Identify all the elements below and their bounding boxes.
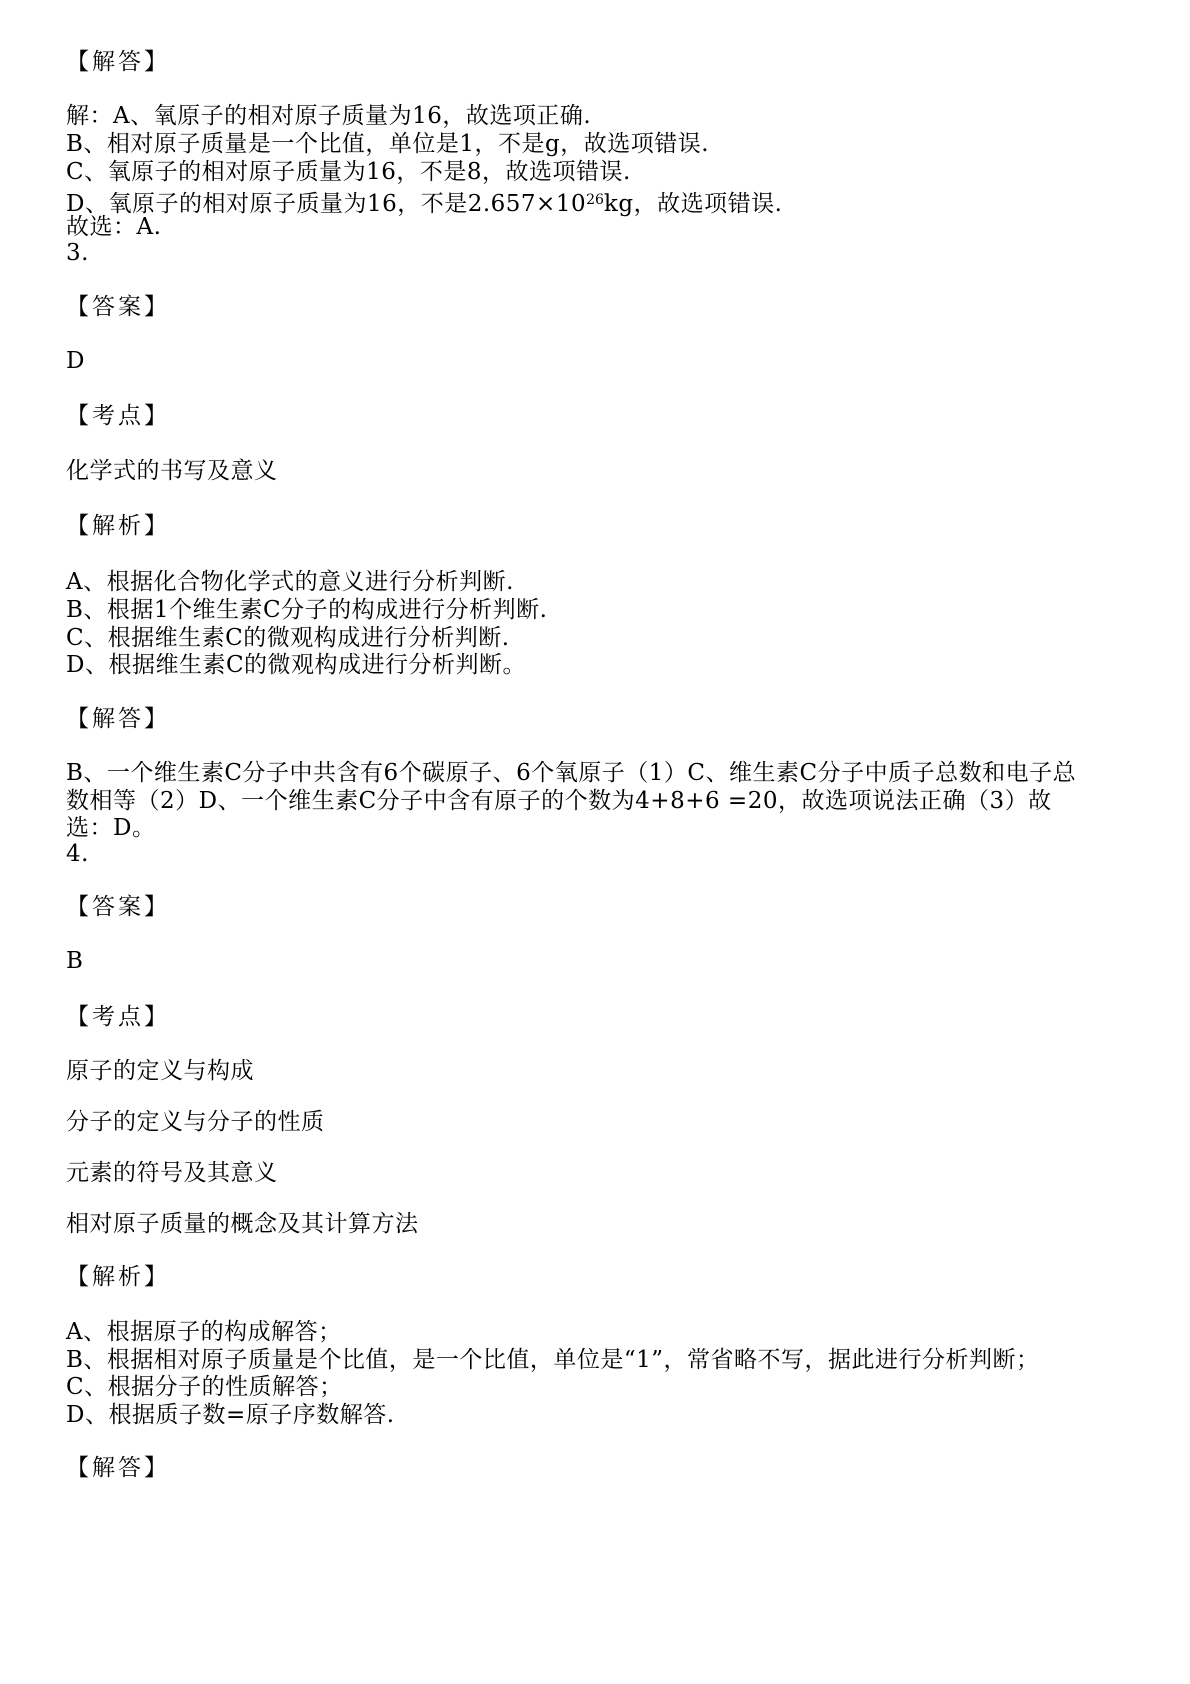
kaodian-item: 分子的定义与分子的性质 xyxy=(66,1109,325,1135)
section-header-jieda: 【解答】 xyxy=(66,49,170,75)
jieda-line-text: D、氧原子的相对原子质量为16，不是2.657×10 xyxy=(66,191,587,217)
jiexi-line: D、根据维生素C的微观构成进行分析判断。 xyxy=(66,652,527,678)
kaodian-item: 相对原子质量的概念及其计算方法 xyxy=(66,1211,419,1237)
jiexi-line: A、根据原子的构成解答； xyxy=(66,1319,342,1345)
question-number: 4. xyxy=(66,841,89,867)
answer-value: D xyxy=(66,348,85,374)
section-header-jieda: 【解答】 xyxy=(66,706,170,732)
kaodian-item: 化学式的书写及意义 xyxy=(66,458,278,484)
jiexi-line: C、根据维生素C的微观构成进行分析判断. xyxy=(66,625,510,651)
jieda-line: 选：D。 xyxy=(66,815,156,841)
jieda-line: 解：A、氧原子的相对原子质量为16，故选项正确. xyxy=(66,103,592,129)
kaodian-item: 元素的符号及其意义 xyxy=(66,1160,278,1186)
kaodian-item: 原子的定义与构成 xyxy=(66,1058,254,1084)
jieda-line-text: kg，故选项错误. xyxy=(603,191,783,217)
jieda-line: B、一个维生素C分子中共含有6个碳原子、6个氧原子（1）C、维生素C分子中质子总数和电子总 xyxy=(66,760,1077,786)
jiexi-line: A、根据化合物化学式的意义进行分析判断. xyxy=(66,569,514,595)
jieda-conclusion: 故选：A. xyxy=(66,214,162,240)
section-header-answer: 【答案】 xyxy=(66,294,170,320)
section-header-kaodian: 【考点】 xyxy=(66,1004,170,1030)
question-number: 3. xyxy=(66,240,89,266)
exponent: 26 xyxy=(586,192,604,208)
section-header-answer: 【答案】 xyxy=(66,894,170,920)
jiexi-line: D、根据质子数=原子序数解答. xyxy=(66,1402,395,1428)
jieda-line: 数相等（2）D、一个维生素C分子中含有原子的个数为4+8+6 =20，故选项说法正确（3）故 xyxy=(66,788,1052,814)
answer-value: B xyxy=(66,948,84,974)
section-header-kaodian: 【考点】 xyxy=(66,403,170,429)
jiexi-line: B、根据相对原子质量是个比值，是一个比值，单位是“1”，常省略不写，据此进行分析判断； xyxy=(66,1347,1040,1373)
jiexi-line: B、根据1个维生素C分子的构成进行分析判断. xyxy=(66,597,548,623)
section-header-jiexi: 【解析】 xyxy=(66,513,170,539)
jieda-line: B、相对原子质量是一个比值，单位是1，不是g，故选项错误. xyxy=(66,131,710,157)
section-header-jieda: 【解答】 xyxy=(66,1455,170,1481)
jieda-line: C、氧原子的相对原子质量为16，不是8，故选项错误. xyxy=(66,159,631,185)
jiexi-line: C、根据分子的性质解答； xyxy=(66,1374,343,1400)
section-header-jiexi: 【解析】 xyxy=(66,1264,170,1290)
jieda-line-with-exponent xyxy=(66,186,782,218)
